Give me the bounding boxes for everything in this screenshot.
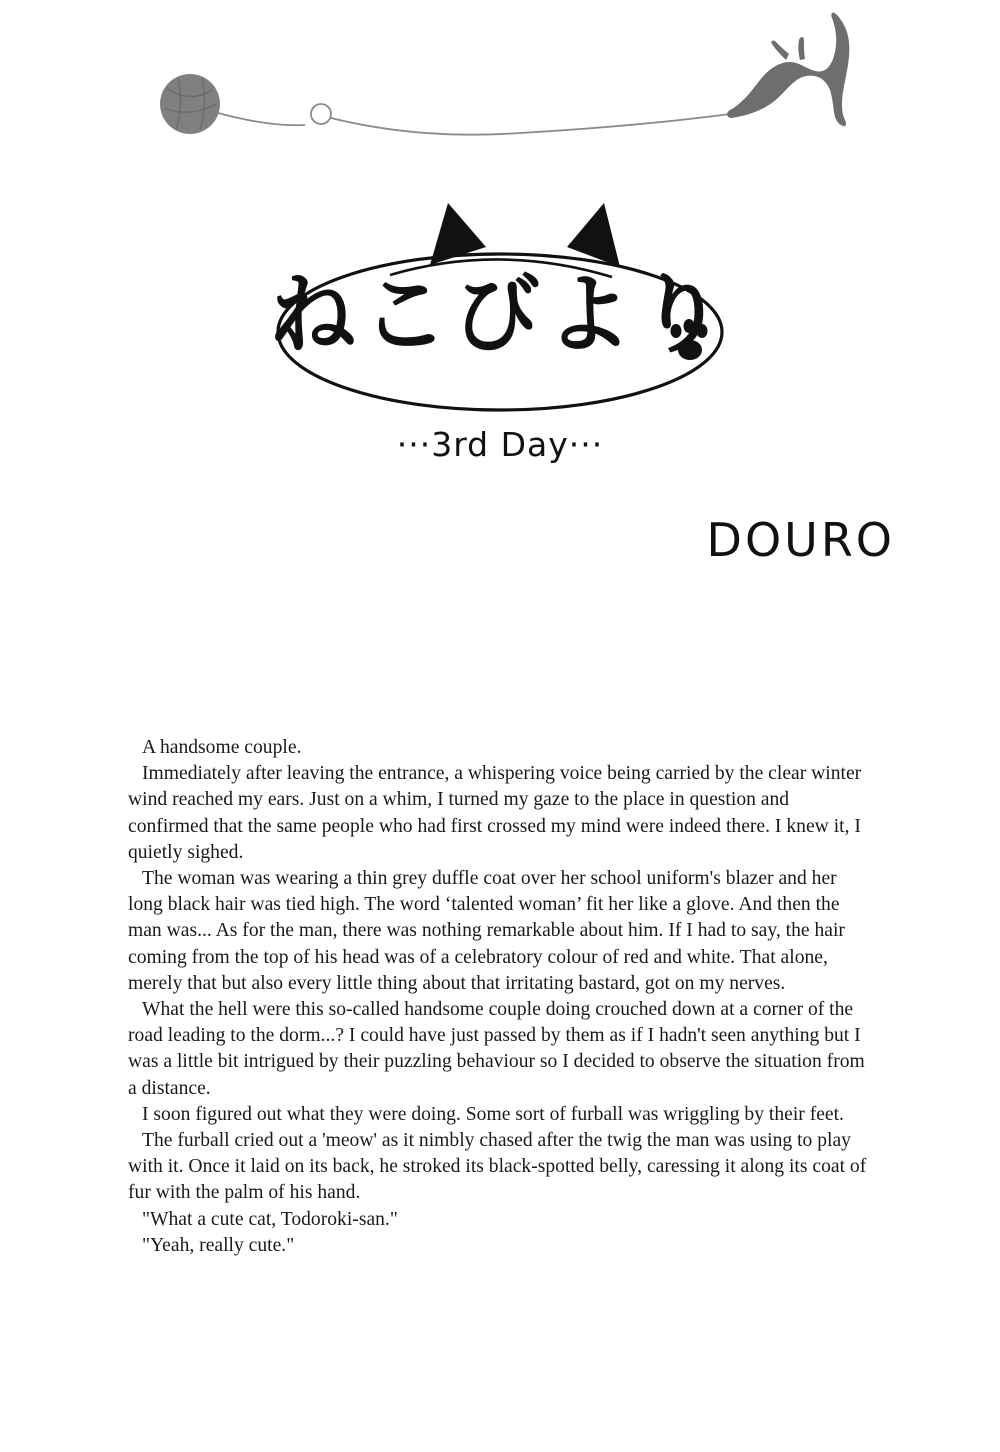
paragraph: I soon figured out what they were doing. Some sort of furball was wriggling by their feet. [142,1103,844,1125]
title-subtitle: ···3rd Day··· [396,425,604,464]
paragraph: "What a cute cat, Todoroki-san." [142,1208,398,1230]
top-decoration [0,0,1000,170]
story-body [128,735,873,1259]
paragraph: What the hell were this so-called handsome couple doing crouched down at a corner of the road leading to the dorm...? I could have just passed by them as if I hadn't seen anything but I was a little bit intrigued by their puzzling behaviour so I decided to observe the situation from a distance. [128,999,870,1099]
yarn-string-icon [218,104,730,135]
paragraph: The furball cried out a 'meow' as it nimbly chased after the twig the man was using to play with it. Once it laid on its back, he stroked its black-spotted belly, caressing it along its coat of fur with the palm of his hand. [128,1130,872,1204]
paragraph: A handsome couple. [142,737,302,758]
stretching-cat-icon [727,13,849,127]
yarn-ball-icon [160,74,220,134]
paragraph: "Yeah, really cute." [142,1234,295,1256]
yarn-and-cat-illustration [0,0,1000,170]
title-japanese: ねこびより [270,265,730,365]
author-name: DOURO [706,513,895,567]
paragraph: The woman was wearing a thin grey duffle coat over her school uniform's blazer and her long black hair was tied high. The word ‘talented woman’ fit her like a glove. And then the man was... As for the man, there was nothing remarkable about him. If I had to say, the hair coming from the top of his head was of a celebratory colour of red and white. That alone, merely that but also every little thing about that irritating bastard, got on my nerves. [128,868,850,994]
paragraph: Immediately after leaving the entrance, a whispering voice being carried by the clear winter wind reached my ears. Just on a whim, I turned my gaze to the place in question and confirmed that the same people who had first crossed my mind were indeed there. I knew it, I quietly sighed. [128,763,867,863]
